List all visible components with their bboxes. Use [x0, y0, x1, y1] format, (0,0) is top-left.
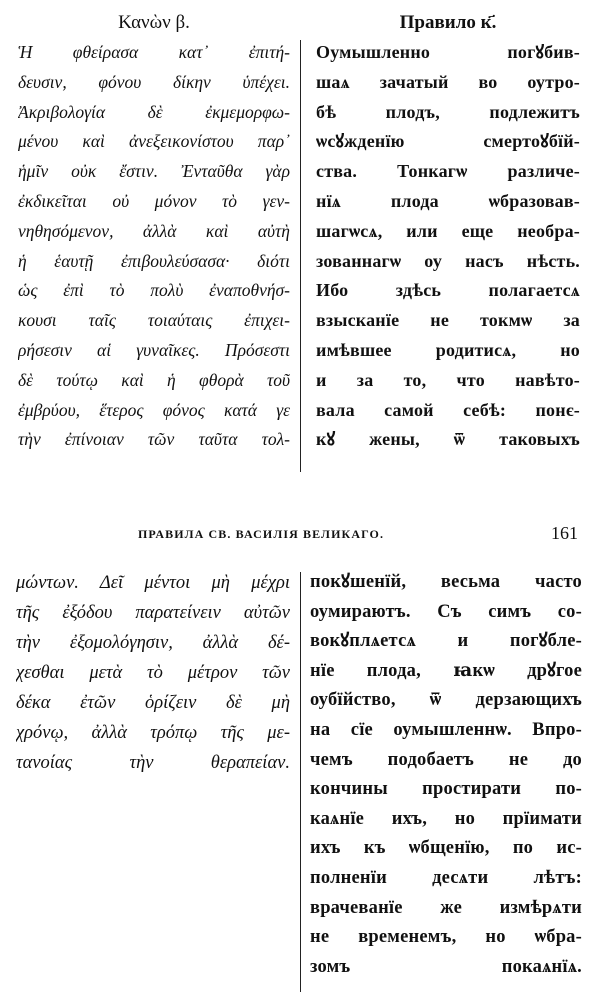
greek-canon-heading: Κανὼν β.: [118, 12, 190, 33]
slavonic-text-line: кончины простирати по-: [310, 779, 582, 800]
slavonic-text-line: оумираютъ. Съ симъ со-: [310, 601, 582, 622]
greek-text-line: ἐκδικεῖται οὐ μόνον τὸ γεν-: [18, 190, 290, 211]
greek-text-line: χεσθαι μετὰ τὸ μέτρον τῶν: [16, 663, 290, 683]
slavonic-text-line: вала самой себѣ: понє-: [316, 399, 580, 420]
slavonic-text-line: ихъ къ ѡбщенїю, по ис-: [310, 838, 582, 859]
greek-text-line: χρόνῳ, ἀλλὰ τρόπῳ τῆς με-: [16, 723, 290, 743]
greek-text-line: δευσιν, φόνου δίκην ὑπέχει.: [18, 71, 290, 92]
slavonic-text-line: шагѡсѧ, или еще необра-: [316, 220, 580, 241]
slavonic-text-line: вокꙋплѧетсѧ и погꙋбле-: [310, 631, 582, 652]
slavonic-text-line: Оумышленно погꙋбив-: [316, 42, 580, 62]
greek-text-line: τὴν ἐξομολόγησιν, ἀλλὰ δέ-: [16, 633, 290, 653]
slavonic-text-line: Ибо здѣсь полагаетсѧ: [316, 280, 580, 301]
column-divider-top: [300, 40, 301, 472]
greek-text-line: ἡμῖν οὐκ ἔστιν. Ἐνταῦθα γὰρ: [18, 161, 290, 182]
greek-text-line: ἐμβρύου, ἕτερος φόνος κατά γε: [18, 399, 290, 420]
slavonic-text-line: кꙋ жены, ѿ таковыхъ: [316, 429, 580, 450]
greek-column-bottom: [16, 568, 290, 778]
greek-text-line: ἡ ἑαυτῇ ἐπιβουλεύσασα· διότι: [18, 250, 290, 271]
running-header: [0, 520, 600, 550]
slavonic-column-bottom: [310, 568, 582, 982]
slavonic-text-line: каѧнїе ихъ, но прїимати: [310, 808, 582, 829]
greek-text-line: μένου καὶ ἀνεξεικονίστου παρ᾽: [18, 131, 290, 152]
greek-text-line: νηθησόμενον, ἀλλὰ καὶ αὐτὴ: [18, 220, 290, 241]
column-divider-bottom: [300, 572, 301, 992]
slavonic-text-line: нїѧ плода ѡбразовав-: [316, 190, 580, 211]
slavonic-text-line: не временемъ, но ѡбра-: [310, 927, 582, 948]
slavonic-text-line: ства. Тонкагѡ различе-: [316, 161, 580, 182]
slavonic-text-line: на сїе оумышленнѡ. Впро-: [310, 719, 582, 740]
greek-text-line: μώντων. Δεῖ μέντοι μὴ μέχρι: [16, 573, 290, 593]
greek-text-line: ρήσεσιν αἱ γυναῖκες. Πρόσεστι: [18, 339, 290, 360]
greek-text-line: τῆς ἐξόδου παρατείνειν αὐτῶν: [16, 603, 290, 623]
slavonic-text-line: ѡсꙋжденїю смертоꙋбїй-: [316, 131, 580, 152]
slavonic-text-line: нїе плода, ꙗкѡ дрꙋгое: [310, 660, 582, 681]
greek-text-line: Ἀκριβολογία δὲ ἐκμεμορφω-: [18, 101, 290, 122]
slavonic-column-top: [316, 10, 580, 455]
slavonic-text-line: шаѧ зачатый во оутро-: [316, 71, 580, 92]
slavonic-text-line: зованнагѡ оу насъ нѣсть.: [316, 250, 580, 271]
slavonic-text-line: и за то, что навѣто-: [316, 369, 580, 390]
slavonic-rule-heading: Правило к҃.: [399, 12, 497, 33]
slavonic-text-line: чемъ подобаетъ не до: [310, 749, 582, 770]
running-title: ПРАВИЛА СВ. ВАСИЛІЯ ВЕЛИКАГО.: [138, 527, 385, 541]
greek-text-line: ὡς ἐπὶ τὸ πολὺ ἐναποθνήσ-: [18, 280, 290, 301]
greek-text-line: τανοίας τὴν θεραπείαν.: [16, 753, 290, 773]
slavonic-text-line: бѣ плодъ, подлежитъ: [316, 101, 580, 122]
slavonic-text-line: имѣвшее родитисѧ, но: [316, 339, 580, 360]
page-number: 161: [551, 523, 578, 543]
greek-text-line: Ἡ φθείρασα κατ᾽ ἐπιτή-: [18, 42, 290, 62]
slavonic-text-line: оубїйство, ѿ дерзающихъ: [310, 690, 582, 711]
slavonic-text-line: полненїи десѧти лѣтъ:: [310, 867, 582, 888]
slavonic-text-line: врачеванїе же измѣрѧти: [310, 897, 582, 918]
greek-text-line: δὲ τούτῳ καὶ ἡ φθορὰ τοῦ: [18, 369, 290, 390]
slavonic-text-line: взысканїе не токмѡ за: [316, 310, 580, 331]
greek-column-top: [18, 10, 290, 455]
slavonic-text-line: покꙋшенїй, весьма часто: [310, 572, 582, 592]
greek-text-line: κουσι ταῖς τοιαύταις ἐπιχει-: [18, 310, 290, 331]
slavonic-text-line: зомъ покаѧнїѧ.: [310, 956, 582, 977]
greek-text-line: δέκα ἐτῶν ὁρίζειν δὲ μὴ: [16, 693, 290, 713]
greek-text-line: τὴν ἐπίνοιαν τῶν ταῦτα τολ-: [18, 429, 290, 450]
